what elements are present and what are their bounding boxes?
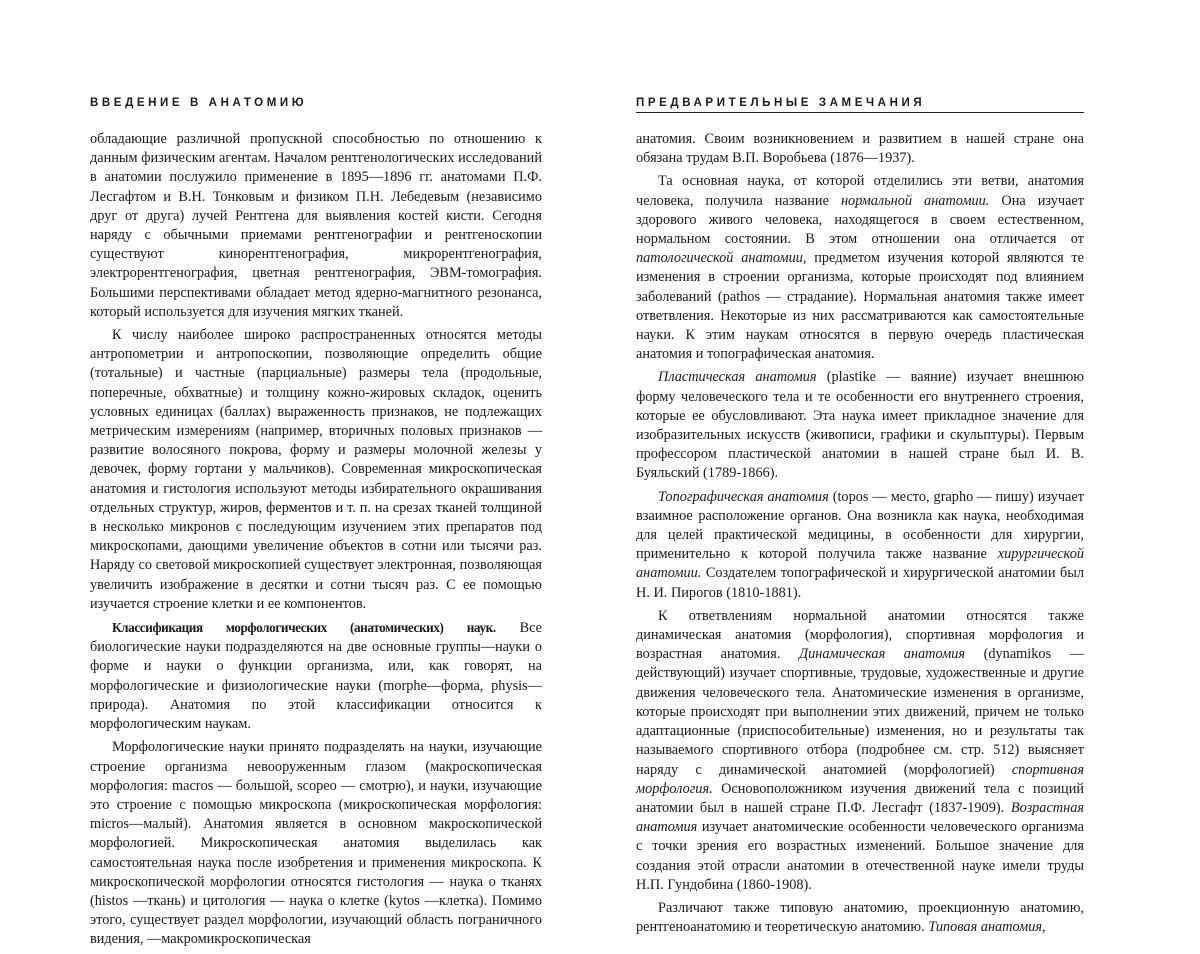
paragraph bbox=[636, 899, 1084, 937]
paragraph-text: Та основная наука, от которой отделились эти ветви, анатомия человека, получила название bbox=[636, 173, 1084, 209]
paragraph-text: Различают также типовую анатомию, проекционную анатомию, рентгеноанатомию и теоретическую анатомию. bbox=[636, 899, 1084, 936]
italic-term: Динамическая анатомия bbox=[799, 646, 966, 663]
right-page-text bbox=[636, 130, 1084, 941]
italic-term: Топографическая анатомия bbox=[658, 488, 829, 505]
paragraph bbox=[636, 172, 1084, 364]
paragraph bbox=[90, 618, 542, 734]
paragraph-text: изучает анатомические особенности человеческого организма с точки зрения его возрастных изменений. Большое значение для создания этой отрасли анатомии в отечественной науке имели труды Н.П. Гундобина (1860-1908). bbox=[636, 819, 1084, 893]
paragraph-text: К ответвлениям нормальной анатомии относятся также динамическая анатомия (морфология), спортивная морфология и возрастная анатомия. bbox=[636, 607, 1084, 663]
italic-term: спортивная морфология. bbox=[636, 761, 1084, 797]
paragraph-text: предметом изучения которой являются те изменения в строении организма, которые происходят под влиянием заболеваний (pathos — страдание). Нормальная анатомия также имеет ответвления. Некоторые из них рассматриваются как самостоятельные науки. К этим наукам относятся в первую очередь пластическая анатомия и топографическая анатомия. bbox=[636, 250, 1084, 363]
paragraph: Морфологические науки принято подразделять на науки, изучающие строение организма невооруженным глазом (макроскопическая морфология: macros — большой, scopeo — смотрю), и науки, изучающие это строение с помощью микроскопа (микроскопическая морфология: micros—малый). Анатомия является в основном макроскопической морфологией. Микроскопическая анатомия выделилась как самостоятельная наука после изобретения и применения микроскопа. К микроскопической морфологии относятся гистология — наука о тканях (histos —ткань) и цитология — наука о клетке (kytos —клетка). Помимо этого, существует раздел морфологии, изучающий область пограничного видения, —макромикроскопическая bbox=[90, 739, 542, 948]
paragraph bbox=[636, 368, 1084, 483]
paragraph-text: (topos — место, grapho — пишу) изучает взаимное расположение органов. Она возникла как наука, необходимая для целей практической медицины, в особенности для хирургии, применительно к которой получила также название bbox=[636, 488, 1084, 563]
section-heading: Классификация морфологических (анатомических) наук. bbox=[112, 620, 496, 636]
paragraph: обладающие различной пропускной способностью по отношению к данным физическим агентам. Началом рентгенологических исследований в анатомии послужило применение в 1895—1896 гг. анатомами П.Ф. Лесгафтом и В.Н. Тонковым и физиком П.Н. Лебедевым (независимо друг от друга) лучей Рентгена для выявления костей кисти. Сегодня наряду с обычными приемами рентгенографии и рентгеноскопии существуют кинорентгенография, микрорентгенография, электрорентгенография, цветная рентгенография, ЭВМ-томография. Большими перспективами обладает метод ядерно-магнитного резонанса, который используется для изучения мягких тканей. bbox=[90, 131, 542, 320]
paragraph bbox=[636, 607, 1084, 895]
italic-term: Типовая анатомия, bbox=[928, 919, 1046, 936]
paragraph-text: (dynamikos —действующий) изучает спортивные, трудовые, художественные и другие движения человеческого тела. Анатомические изменения в организме, которые происходят при выполнении этих движений, причем не только адаптационные (приспособительные) изменения, но и результаты так называемого спортивного отбора (подробнее см. стр. 512) выясняет наряду с динамической анатомией (морфологией) bbox=[636, 646, 1084, 778]
paragraph: анатомия. Своим возникновением и развитием в нашей стране она обязана трудам В.П. Воробьева (1876—1937). bbox=[636, 131, 1084, 167]
paragraph-text: (plastike — ваяние) изучает внешнюю форму человеческого тела и те особенности его внутреннего строения, которые ее обусловливают. Эта наука имеет прикладное значение для изобразительных искусств (живописи, графики и скульптуры). Первым профессором пластической анатомии в нашей стране был И. В. Буяльский (1789-1866). bbox=[636, 369, 1084, 482]
running-header-left: ВВЕДЕНИЕ В АНАТОМИЮ bbox=[90, 97, 308, 109]
paragraph: К числу наиболее широко распространенных относятся методы антропометрии и антропоскопии, позволяющие определить общие (тотальные) и частные (парциальные) размеры тела (продольные, поперечные, обхватные) и толщину кожно-жировых складок, оценить условных единицах (баллах) выраженность признаков, не подлежащих метрическим измерениям (например, вторичных половых признаков — развитие волосяного покрова, форму и размеры молочной железы у девочек, форму гортани у мальчиков). Современная микроскопическая анатомия и гистология используют методы избирательного окрашивания отдельных структур, жиров, ферментов и т. п. на срезах тканей толщиной в несколько микронов с последующим изучением этих препаратов под микроскопами, дающими увеличение объектов в сотни или тысячи раз. Наряду со световой микроскопией существует электронная, позволяющая увеличить изображение в десятки и сотни тысяч раз. С ее помощью изучается строение клетки и ее компонентов. bbox=[90, 327, 542, 612]
paragraph-text: Все биологические науки подразделяются на две основные группы—науки о форме и науки о функции организма, или, как говорят, на морфологические и физиологические науки (morphe—форма, physis—природа). Анатомия по этой классификации относится к морфологическим наукам. bbox=[90, 620, 542, 733]
paragraph-text: Она изучает здорового живого человека, находящегося в своем естественном, нормальном состоянии. В этом отношении она отличается от bbox=[636, 192, 1085, 248]
italic-term: Пластическая анатомия bbox=[658, 369, 817, 386]
italic-term: нормальной анатомии. bbox=[840, 192, 990, 209]
italic-term: хирургической анатомии. bbox=[636, 546, 1084, 582]
italic-term: Возрастная анатомия bbox=[636, 799, 1084, 836]
paragraph-text: Основоположником изучения движений тела с позиций анатомии был в нашей стране П.Ф. Лесгафт (1837-1909). bbox=[636, 780, 1084, 816]
running-header-right: ПРЕДВАРИТЕЛЬНЫЕ ЗАМЕЧАНИЯ bbox=[636, 97, 1084, 113]
paragraph-text: Создателем топографической и хирургической анатомии был Н. И. Пирогов (1810-1881). bbox=[636, 565, 1084, 601]
italic-term: патологической анатомии, bbox=[636, 250, 807, 267]
left-page-text bbox=[90, 130, 542, 954]
paragraph bbox=[636, 488, 1084, 603]
